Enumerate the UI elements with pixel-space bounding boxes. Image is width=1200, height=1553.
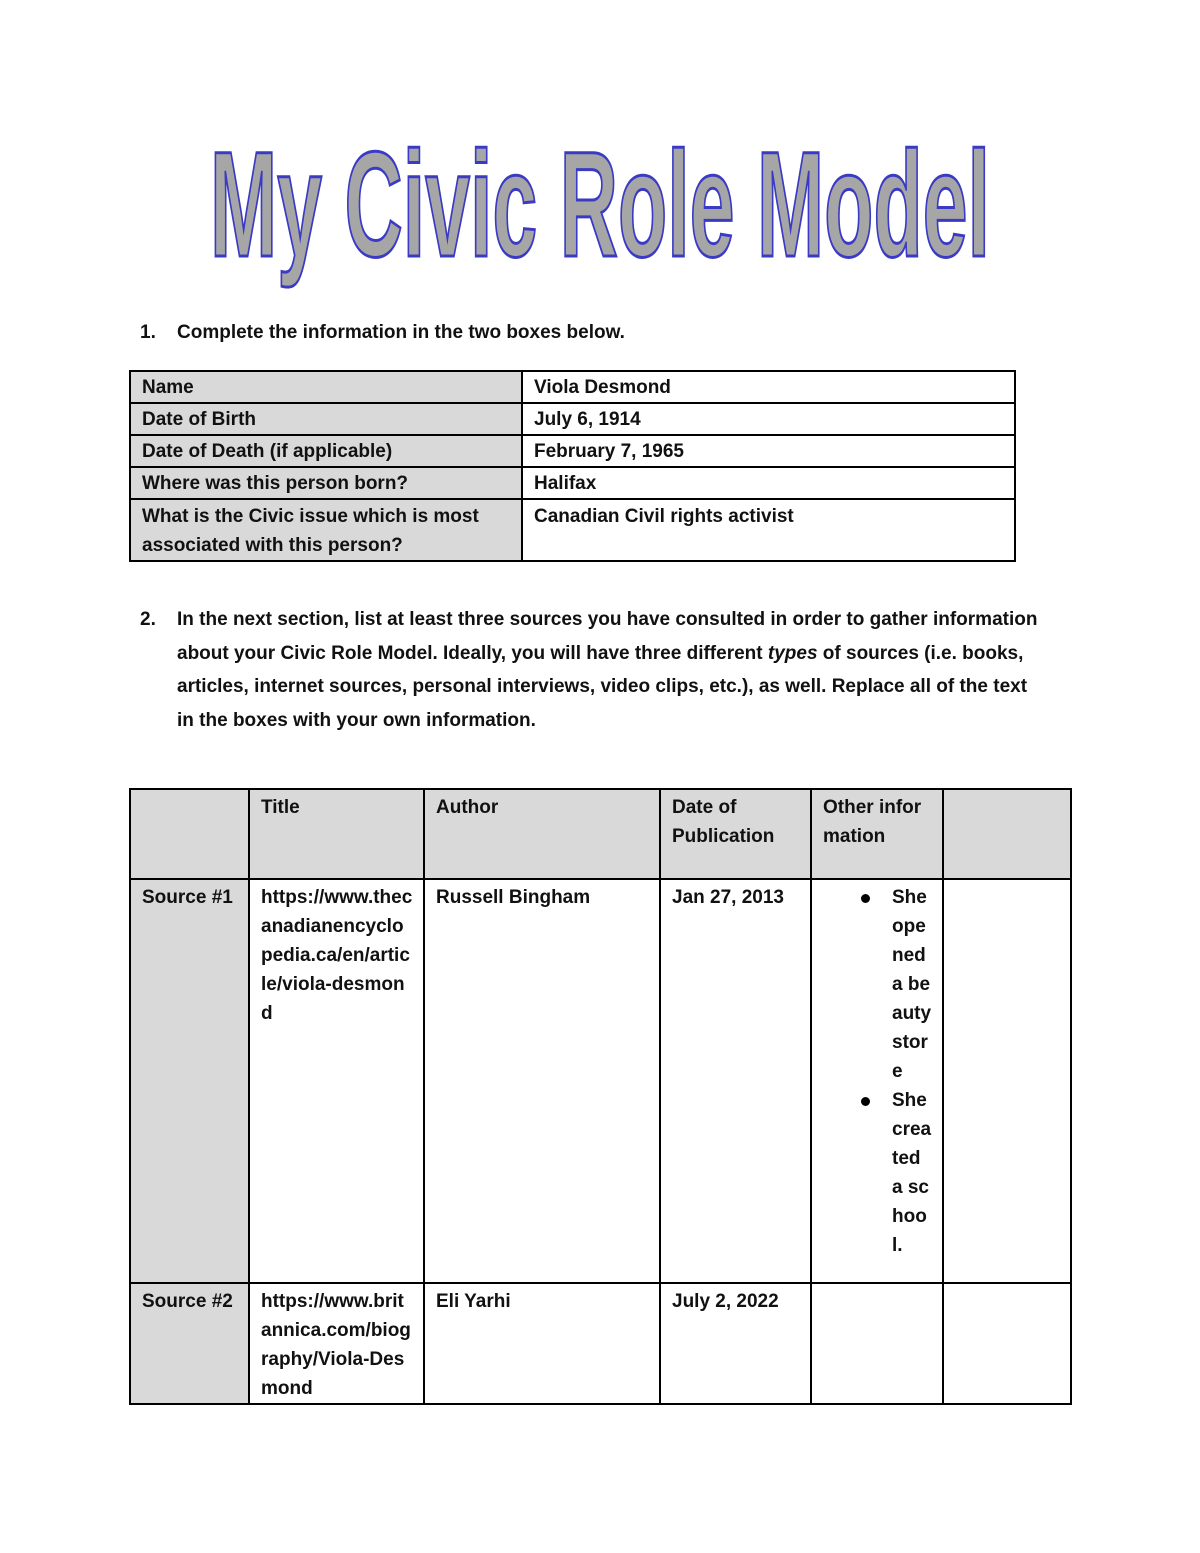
source-1-other[interactable]: [811, 879, 943, 1283]
info-row-name: [130, 371, 1015, 403]
info-value-birthplace[interactable]: Halifax: [522, 467, 1015, 499]
info-row-birthplace: [130, 467, 1015, 499]
sources-header-extra: [943, 789, 1071, 879]
question-2-number: 2.: [140, 609, 156, 630]
sources-header-other: Other information: [811, 789, 943, 879]
source-2-title[interactable]: https://www.britannica.com/biography/Viola-Desmond: [249, 1283, 424, 1404]
source-2-label: Source #2: [130, 1283, 249, 1404]
sources-header-author: Author: [424, 789, 660, 879]
info-label-birthplace: Where was this person born?: [130, 467, 522, 499]
info-label-civic-issue: What is the Civic issue which is most associated with this person?: [130, 499, 522, 561]
question-1-number: 1.: [140, 322, 156, 343]
question-2-text-part1: In the next section, list at least three sources you have consulted in order to gather information about your Civic Role Model. Ideally, you will have three different: [177, 609, 1038, 664]
sources-header-blank: [130, 789, 249, 879]
question-2-text: [177, 603, 1040, 737]
title-wordart: [200, 128, 1000, 303]
info-value-civic-issue[interactable]: Canadian Civil rights activist: [522, 499, 1015, 561]
page-title: [200, 128, 1000, 303]
sources-header-row: [130, 789, 1071, 879]
source-2-extra[interactable]: [943, 1283, 1071, 1404]
info-value-death[interactable]: February 7, 1965: [522, 435, 1015, 467]
info-label-death: Date of Death (if applicable): [130, 435, 522, 467]
question-2: [140, 603, 1040, 737]
info-label-name: Name: [130, 371, 522, 403]
table-row: [130, 879, 1071, 1283]
source-2-author[interactable]: Eli Yarhi: [424, 1283, 660, 1404]
source-1-other-list: [823, 883, 932, 1260]
list-item: She created a school.: [823, 1086, 932, 1260]
source-1-date[interactable]: Jan 27, 2013: [660, 879, 811, 1283]
source-2-date[interactable]: July 2, 2022: [660, 1283, 811, 1404]
info-value-name[interactable]: Viola Desmond: [522, 371, 1015, 403]
source-1-extra[interactable]: [943, 879, 1071, 1283]
sources-header-title: Title: [249, 789, 424, 879]
table-row: [130, 1283, 1071, 1404]
question-1-text: Complete the information in the two boxes below.: [177, 322, 625, 343]
title-text: My Civic Role Model: [210, 128, 990, 288]
question-1: [140, 316, 1040, 350]
source-1-author[interactable]: Russell Bingham: [424, 879, 660, 1283]
sources-table: [129, 788, 1072, 1405]
info-value-birth[interactable]: July 6, 1914: [522, 403, 1015, 435]
source-1-label: Source #1: [130, 879, 249, 1283]
source-2-other[interactable]: [811, 1283, 943, 1404]
info-label-birth: Date of Birth: [130, 403, 522, 435]
sources-header-date: Date of Publication: [660, 789, 811, 879]
question-2-emphasis: types: [767, 642, 818, 664]
list-item: She opened a beauty store: [823, 883, 932, 1086]
info-row-death: [130, 435, 1015, 467]
info-table: [129, 370, 1016, 562]
info-row-birth: [130, 403, 1015, 435]
info-row-civic-issue: [130, 499, 1015, 561]
source-1-title[interactable]: https://www.thecanadianencyclopedia.ca/en/article/viola-desmond: [249, 879, 424, 1283]
question-2-text-part2: of sources (i.e. books, articles, internet sources, personal interviews, video clips, etc.), as well. Replace all of the text in the boxes with your own information.: [177, 642, 1028, 731]
